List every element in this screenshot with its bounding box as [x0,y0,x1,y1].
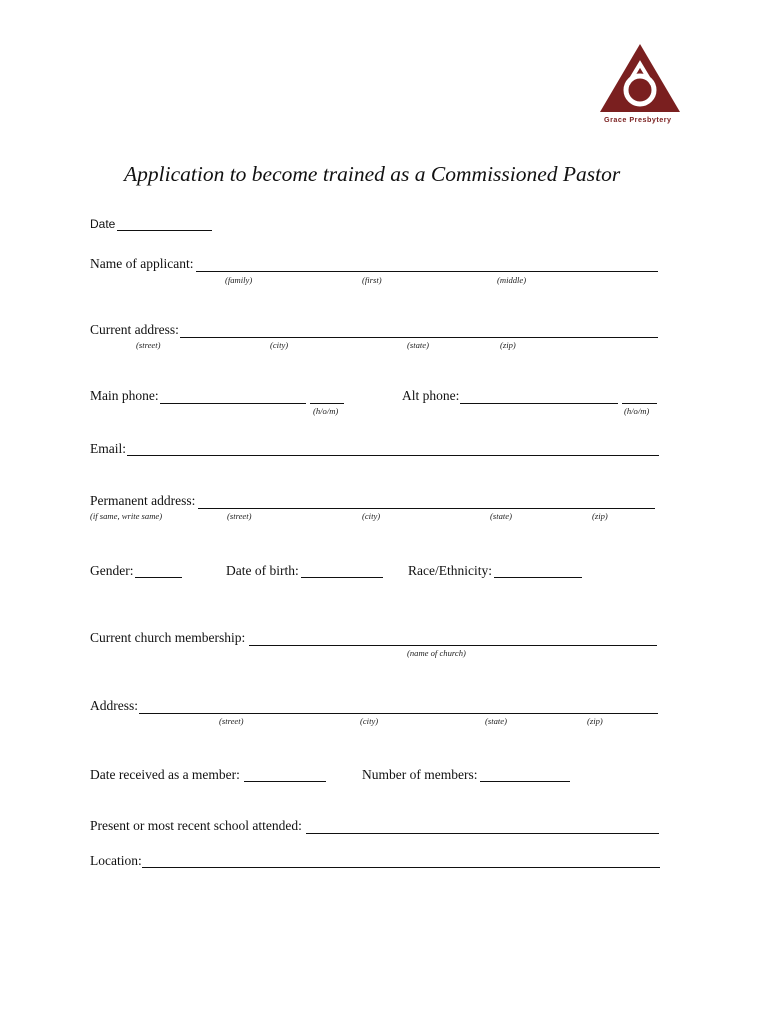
name-of-applicant-field[interactable] [196,271,658,272]
current-church-field[interactable] [249,645,657,646]
permanent-address-sub-street: (street) [227,511,252,521]
permanent-address-sub-zip: (zip) [592,511,608,521]
church-address-field[interactable] [139,713,658,714]
gender-field[interactable] [135,577,182,578]
school-label: Present or most recent school attended: [90,818,302,833]
current-address-sub-state: (state) [407,340,429,350]
email-field[interactable] [127,455,659,456]
name-sub-middle: (middle) [497,275,527,285]
date-label: Date [90,217,116,231]
number-of-members-label: Number of members: [362,767,478,782]
permanent-address-sub-if-same: (if same, write same) [90,511,163,521]
form-title: Application to become trained as a Commissioned Pastor [124,162,621,186]
email-label: Email: [90,441,126,456]
permanent-address-field[interactable] [198,508,655,509]
gender-label: Gender: [90,563,134,578]
current-address-sub-street: (street) [136,340,161,350]
date-of-birth-label: Date of birth: [226,563,299,578]
location-field[interactable] [142,867,660,868]
permanent-address-label: Permanent address: [90,493,196,508]
main-phone-sub: (h/o/m) [313,406,339,416]
alt-phone-type-field[interactable] [622,403,657,404]
date-received-field[interactable] [244,781,326,782]
date-received-label: Date received as a member: [90,767,240,782]
date-field[interactable] [117,230,212,231]
church-address-label: Address: [90,698,138,713]
main-phone-type-field[interactable] [310,403,344,404]
grace-presbytery-logo [598,42,682,128]
alt-phone-field[interactable] [460,403,618,404]
current-church-sub: (name of church) [407,648,466,658]
name-sub-family: (family) [225,275,253,285]
main-phone-field[interactable] [160,403,306,404]
alt-phone-sub: (h/o/m) [624,406,650,416]
alt-phone-label: Alt phone: [402,388,460,403]
name-of-applicant-label: Name of applicant: [90,256,194,271]
permanent-address-sub-city: (city) [362,511,381,521]
church-address-sub-street: (street) [219,716,244,726]
name-sub-first: (first) [362,275,382,285]
location-label: Location: [90,853,142,868]
church-address-sub-state: (state) [485,716,507,726]
logo-org-name: Grace Presbytery [604,115,672,124]
school-field[interactable] [306,833,659,834]
current-church-label: Current church membership: [90,630,246,645]
date-of-birth-field[interactable] [301,577,383,578]
permanent-address-sub-state: (state) [490,511,512,521]
race-ethnicity-label: Race/Ethnicity: [408,563,492,578]
current-address-sub-city: (city) [270,340,289,350]
main-phone-label: Main phone: [90,388,159,403]
church-address-sub-zip: (zip) [587,716,603,726]
current-address-sub-zip: (zip) [500,340,516,350]
current-address-label: Current address: [90,322,179,337]
race-ethnicity-field[interactable] [494,577,582,578]
current-address-field[interactable] [180,337,658,338]
church-address-sub-city: (city) [360,716,379,726]
triangle-logo-icon [598,42,682,116]
number-of-members-field[interactable] [480,781,570,782]
